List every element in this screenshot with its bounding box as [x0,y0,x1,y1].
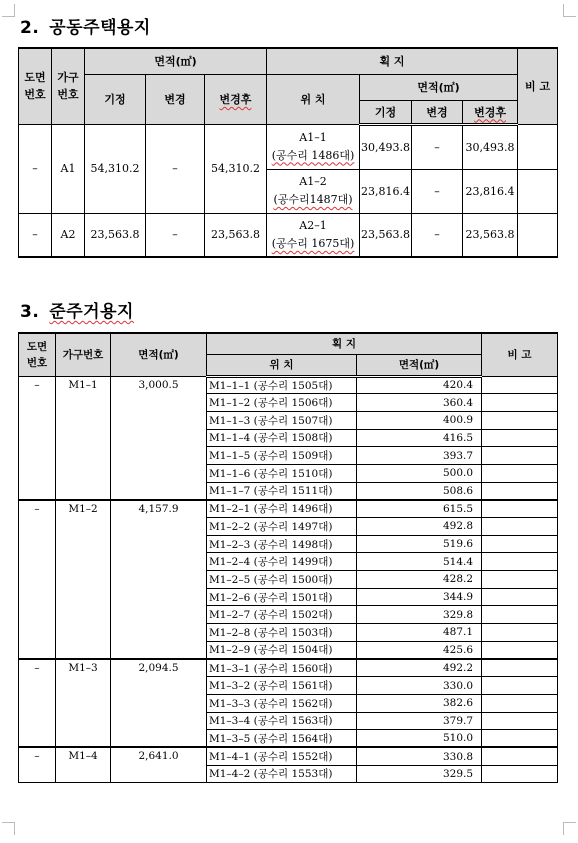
note-cell [482,394,558,412]
area-existing: 23,563.8 [85,213,146,257]
crop-mark-top-right [563,4,576,17]
lot-area: 393.7 [357,447,482,465]
lot-location: M1–1–1 (공수리 1505대) [207,376,357,394]
note-cell [518,124,558,169]
section-title: 공동주택용지 [49,18,151,38]
lot-area: 329.8 [357,606,482,624]
lot-location: M1–4–2 (공수리 1553대) [207,765,357,783]
lot-location: M1–1–4 (공수리 1508대) [207,429,357,447]
area-after: 54,310.2 [205,124,267,213]
block-number-header: 가구 번호 [52,48,85,124]
lot-location: M1–3–3 (공수리 1562대) [207,694,357,712]
map-number-header: 도면 번호 [19,333,56,376]
lot-location: M1–2–2 (공수리 1497대) [207,518,357,536]
after-header: 변경후 [205,74,267,124]
crop-mark-top-left [2,4,15,17]
lot-area-change: – [412,124,463,169]
note-cell [482,482,558,500]
map-number: – [19,747,56,782]
area-change: – [146,213,205,257]
map-number: – [19,659,56,747]
lot-area-header: 면적(㎡) [360,74,518,100]
lot-area: 420.4 [357,376,482,394]
lot-area-header: 면적(㎡) [357,354,482,376]
area-existing: 54,310.2 [85,124,146,213]
note-cell [482,518,558,536]
lot-area: 425.6 [357,641,482,659]
note-header: 비 고 [482,333,558,376]
lot-location: M1–3–1 (공수리 1560대) [207,659,357,677]
note-cell [482,411,558,429]
note-cell [482,588,558,606]
location-header: 위 치 [267,74,360,124]
map-number-header: 도면 번호 [19,48,52,124]
section-number: 3. [20,302,40,322]
lot-after-header: 변경후 [463,100,518,124]
lot-location: M1–2–9 (공수리 1504대) [207,641,357,659]
section-number: 2. [20,18,40,38]
lot-area: 400.9 [357,411,482,429]
lot-area-after: 30,493.8 [463,124,518,169]
lot-location: M1–2–1 (공수리 1496대) [207,500,357,518]
lot-header: 획 지 [267,48,518,74]
lot-location: M1–1–7 (공수리 1511대) [207,482,357,500]
area-header: 면적(㎡) [111,333,207,376]
block-number: M1–3 [56,659,111,747]
lot-location: A2–1 (공수리 1675대) [267,213,360,257]
lot-area: 379.7 [357,712,482,730]
block-number: M1–1 [56,376,111,500]
lot-location: M1–2–4 (공수리 1499대) [207,553,357,571]
lot-area: 510.0 [357,730,482,748]
lot-location: M1–3–2 (공수리 1561대) [207,677,357,695]
lot-area: 508.6 [357,482,482,500]
lot-location: M1–2–5 (공수리 1500대) [207,571,357,589]
note-cell [482,500,558,518]
block-number: M1–2 [56,500,111,659]
section-2-heading [20,13,151,38]
note-cell [482,429,558,447]
lot-area-after: 23,816.4 [463,169,518,213]
change-header: 변경 [146,74,205,124]
lot-area-existing: 23,816.4 [360,169,412,213]
lot-location: M1–4–1 (공수리 1552대) [207,747,357,765]
lot-area: 382.6 [357,694,482,712]
block-number-header: 가구번호 [56,333,111,376]
note-cell [482,712,558,730]
lot-location: A1–1 (공수리 1486대) [267,124,360,169]
note-cell [482,571,558,589]
lot-area: 330.0 [357,677,482,695]
block-area: 2,094.5 [111,659,207,747]
lot-area: 500.0 [357,464,482,482]
note-cell [482,694,558,712]
lot-area: 428.2 [357,571,482,589]
lot-location: M1–2–3 (공수리 1498대) [207,535,357,553]
note-cell [482,464,558,482]
lot-area-change: – [412,169,463,213]
lot-area-existing: 23,563.8 [360,213,412,257]
note-cell [482,677,558,695]
quasi-residential-land-table [18,332,558,783]
map-number: – [19,376,56,500]
crop-mark-bottom-left [2,822,15,835]
block-number: M1–4 [56,747,111,782]
section-title: 준주거용지 [49,302,134,322]
map-number: – [19,124,52,213]
existing-header: 기정 [85,74,146,124]
lot-area: 514.4 [357,553,482,571]
lot-area-existing: 30,493.8 [360,124,412,169]
crop-mark-bottom-right [563,822,576,835]
lot-location: M1–1–6 (공수리 1510대) [207,464,357,482]
note-cell [482,624,558,642]
lot-area-after: 23,563.8 [463,213,518,257]
lot-location: M1–3–5 (공수리 1564대) [207,730,357,748]
lot-change-header: 변경 [412,100,463,124]
lot-area: 492.2 [357,659,482,677]
lot-area: 519.6 [357,535,482,553]
note-cell [482,447,558,465]
note-cell [482,641,558,659]
lot-area: 360.4 [357,394,482,412]
lot-area: 344.9 [357,588,482,606]
block-number: A1 [52,124,85,213]
lot-area: 487.1 [357,624,482,642]
note-cell [518,169,558,213]
block-area: 2,641.0 [111,747,207,782]
map-number: – [19,213,52,257]
section-3-heading [20,297,134,322]
lot-location: M1–2–8 (공수리 1503대) [207,624,357,642]
note-cell [482,747,558,765]
map-number: – [19,500,56,659]
lot-area: 492.8 [357,518,482,536]
note-cell [482,659,558,677]
area-header: 면적(㎡) [85,48,267,74]
lot-location: M1–1–5 (공수리 1509대) [207,447,357,465]
lot-location: M1–1–3 (공수리 1507대) [207,411,357,429]
location-header: 위 치 [207,354,357,376]
lot-location: M1–1–2 (공수리 1506대) [207,394,357,412]
note-cell [482,765,558,783]
lot-existing-header: 기정 [360,100,412,124]
block-area: 4,157.9 [111,500,207,659]
lot-location: M1–3–4 (공수리 1563대) [207,712,357,730]
lot-area: 330.8 [357,747,482,765]
lot-area-change: – [412,213,463,257]
lot-location: A1–2 (공수리1487대) [267,169,360,213]
lot-location: M1–2–7 (공수리 1502대) [207,606,357,624]
note-header: 비 고 [518,48,558,124]
note-cell [482,376,558,394]
area-change: – [146,124,205,213]
lot-area: 615.5 [357,500,482,518]
note-cell [482,606,558,624]
apartment-land-table [18,47,558,258]
note-cell [518,213,558,257]
block-area: 3,000.5 [111,376,207,500]
lot-header: 획 지 [207,333,482,354]
note-cell [482,553,558,571]
note-cell [482,535,558,553]
area-after: 23,563.8 [205,213,267,257]
lot-area: 416.5 [357,429,482,447]
block-number: A2 [52,213,85,257]
lot-area: 329.5 [357,765,482,783]
note-cell [482,730,558,748]
lot-location: M1–2–6 (공수리 1501대) [207,588,357,606]
